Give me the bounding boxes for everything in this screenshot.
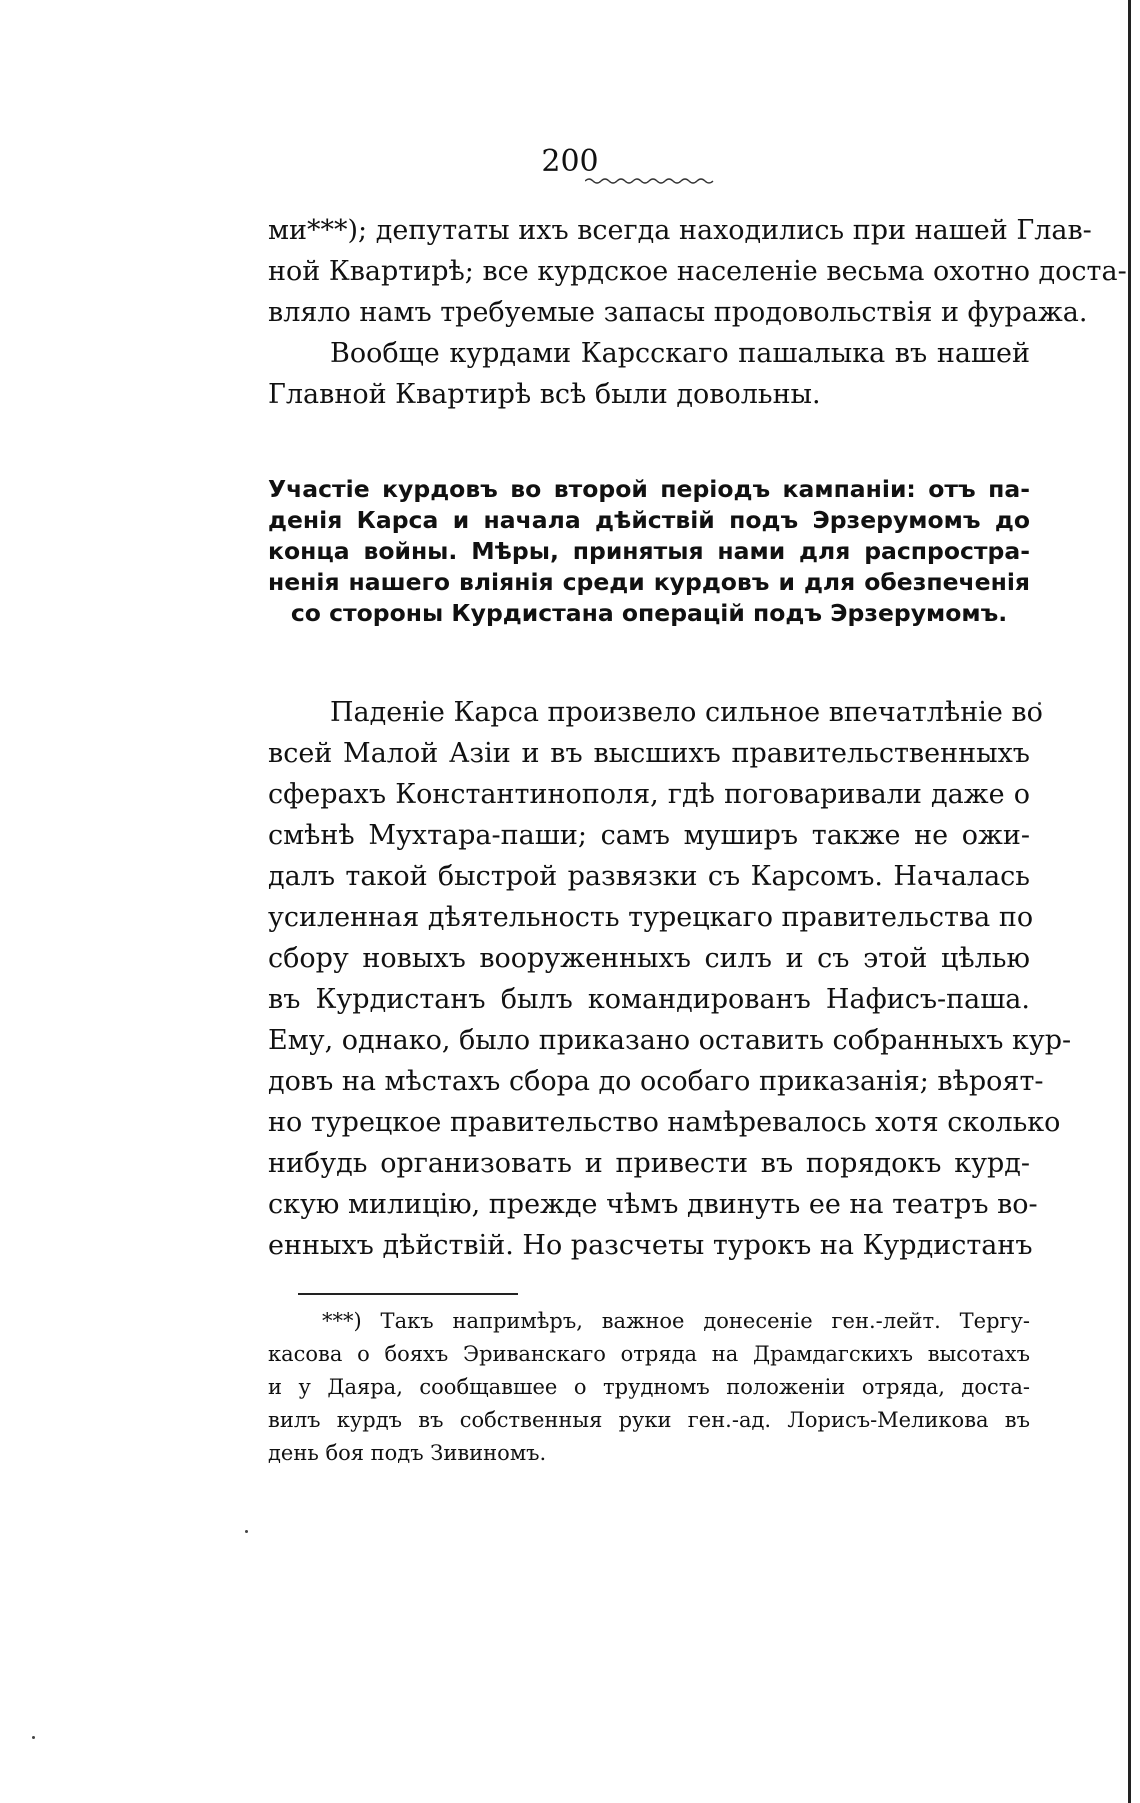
heading-line: Участіе курдовъ во второй періодъ кампаніи: отъ па- bbox=[268, 475, 1030, 503]
text-line: Главной Квартирѣ всѣ были довольны. bbox=[268, 379, 821, 410]
page-number-ornament bbox=[585, 176, 715, 186]
footnote-line: день боя подъ Зивиномъ. bbox=[268, 1441, 547, 1465]
footnote-line: ***) Такъ напримѣръ, важное донесеніе ген.-лейт. Тергу- bbox=[322, 1309, 1030, 1333]
footnote-line: касова о бояхъ Эриванскаго отряда на Драмдагскихъ высотахъ bbox=[268, 1342, 1030, 1366]
text-line: Вообще курдами Карсскаго пашалыка въ нашей bbox=[330, 338, 1030, 369]
page-number: 200 bbox=[541, 144, 599, 179]
continued-paragraph bbox=[268, 210, 1127, 333]
paragraph-2 bbox=[268, 333, 1030, 415]
text-line: ми***); депутаты ихъ всегда находились при нашей Глав- bbox=[268, 215, 1092, 246]
text-line: усиленная дѣятельность турецкаго правительства по bbox=[268, 902, 1034, 933]
heading-line: со стороны Курдистана операцій подъ Эрзерумомъ. bbox=[290, 599, 1008, 627]
footnote bbox=[268, 1305, 1030, 1470]
text-line: Ему, однако, было приказано оставить собранныхъ кур- bbox=[268, 1025, 1072, 1056]
footnote-line: и у Даяра, сообщавшее о трудномъ положеніи отряда, доста- bbox=[268, 1375, 1030, 1399]
heading-line: денія Карса и начала дѣйствій подъ Эрзерумомъ до bbox=[268, 506, 1030, 534]
body-paragraph bbox=[268, 692, 1072, 1266]
text-line: скую милицію, прежде чѣмъ двинуть ее на театръ во- bbox=[268, 1189, 1038, 1220]
text-line: вляло намъ требуемые запасы продовольствія и фуража. bbox=[268, 297, 1088, 328]
text-line: въ Курдистанъ былъ командированъ Нафисъ-паша. bbox=[268, 984, 1030, 1015]
text-line: сферахъ Константинополя, гдѣ поговаривали даже о bbox=[268, 779, 1030, 810]
text-line: нибудь организовать и привести въ порядокъ курд- bbox=[268, 1148, 1030, 1179]
text-line: ной Квартирѣ; все курдское населеніе весьма охотно доста- bbox=[268, 256, 1127, 287]
heading-line: конца войны. Мѣры, принятыя нами для распростра- bbox=[268, 537, 1030, 565]
scan-speck bbox=[32, 1736, 35, 1739]
text-line: смѣнѣ Мухтара-паши; самъ муширъ также не ожи- bbox=[268, 820, 1030, 851]
section-heading bbox=[268, 474, 1030, 629]
text-line: далъ такой быстрой развязки съ Карсомъ. Началась bbox=[268, 861, 1030, 892]
text-line: енныхъ дѣйствій. Но разсчеты турокъ на Курдистанъ bbox=[268, 1230, 1033, 1261]
footnote-line: вилъ курдъ въ собственныя руки ген.-ад. Лорисъ-Меликова въ bbox=[268, 1408, 1030, 1432]
text-line: Паденіе Карса произвело сильное впечатлѣніе во bbox=[330, 697, 1043, 728]
scan-speck bbox=[245, 1530, 248, 1533]
text-line: сбору новыхъ вооруженныхъ силъ и съ этой цѣлью bbox=[268, 943, 1030, 974]
text-line: довъ на мѣстахъ сбора до особаго приказанія; вѣроят- bbox=[268, 1066, 1044, 1097]
text-line: всей Малой Азіи и въ высшихъ правительственныхъ bbox=[268, 738, 1030, 769]
footnote-divider bbox=[298, 1293, 518, 1295]
page-edge-line bbox=[1128, 0, 1131, 1803]
heading-line: ненія нашего вліянія среди курдовъ и для обезпеченія bbox=[268, 568, 1030, 596]
text-line: но турецкое правительство намѣревалось хотя сколько bbox=[268, 1107, 1061, 1138]
